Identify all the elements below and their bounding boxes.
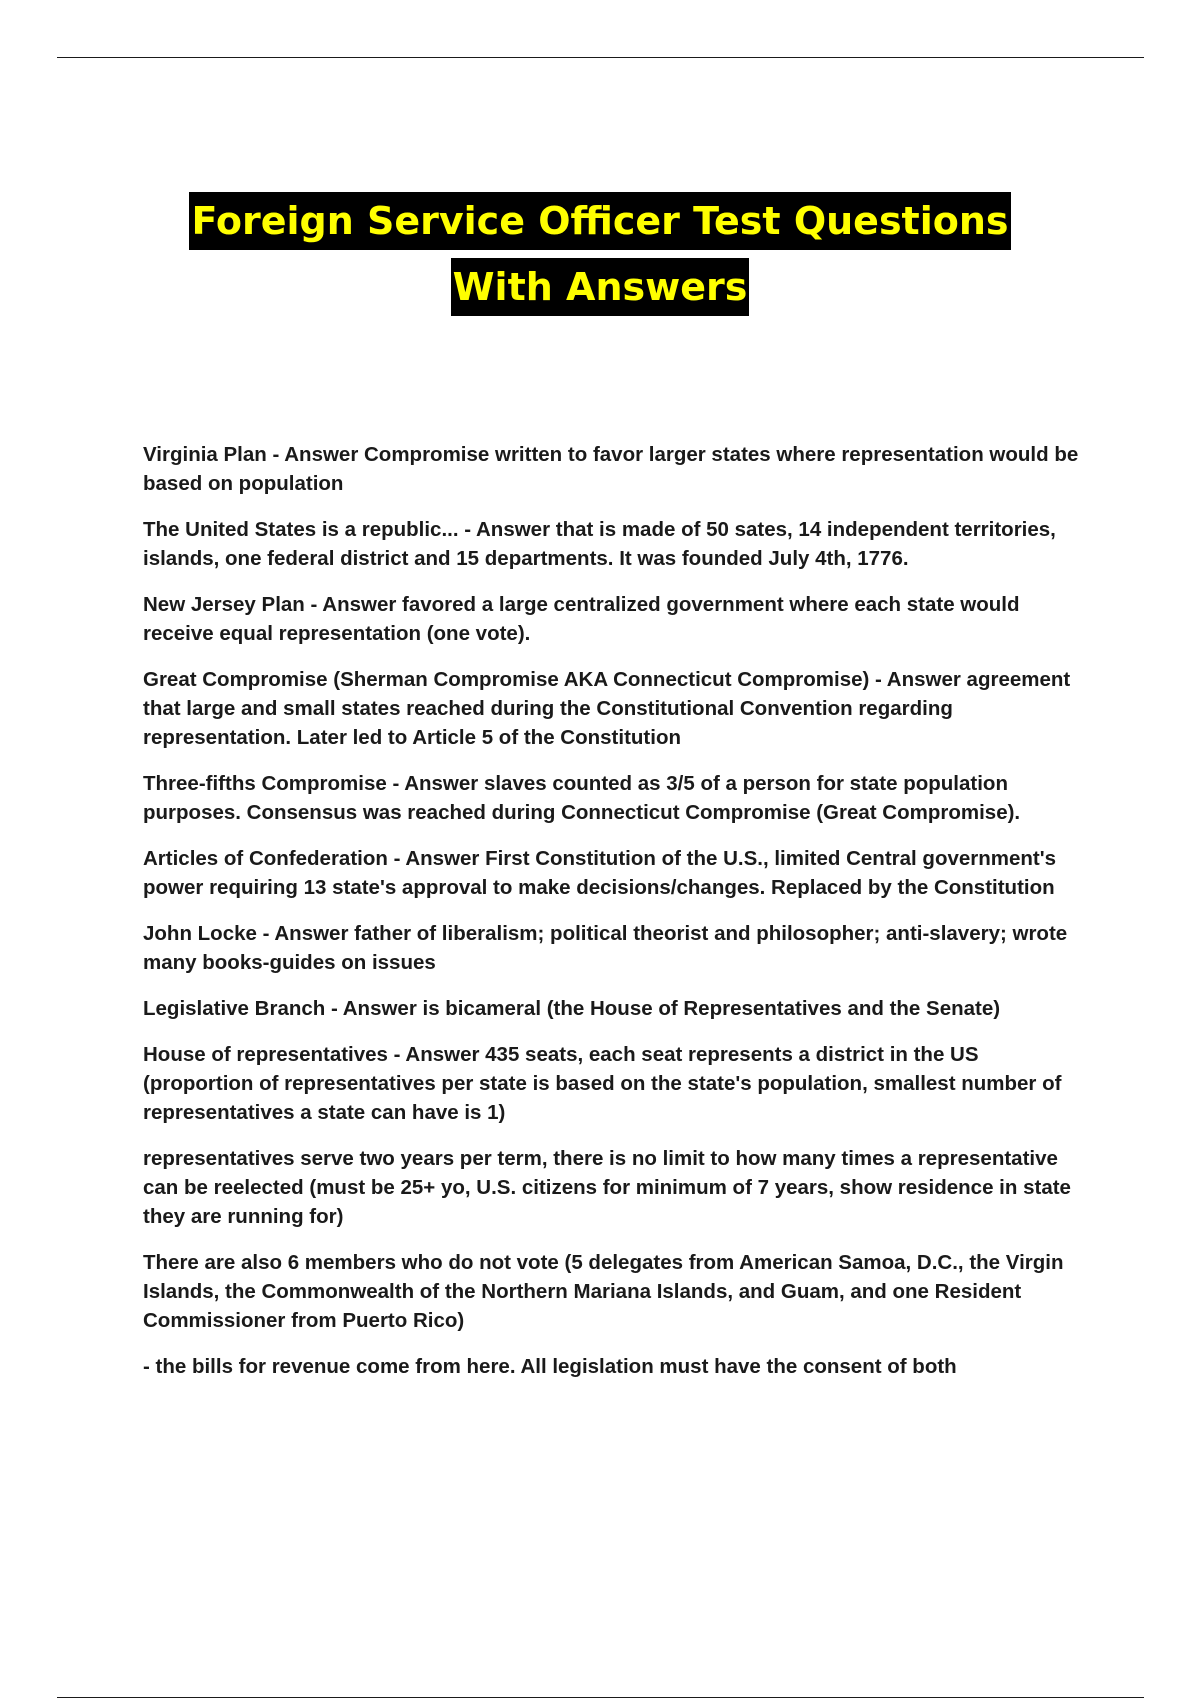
qa-entry-representatives-terms: representatives serve two years per term, there is no limit to how many times a representative can be reelected (must be 25+ yo, U.S. citizens for minimum of 7 years, show residence in state they are running for) — [143, 1147, 1071, 1228]
qa-entry-legislative-branch: Legislative Branch - Answer is bicameral (the House of Representatives and the Senate) — [143, 997, 1001, 1020]
qa-list — [143, 440, 1093, 1398]
qa-entry-great-compromise: Great Compromise (Sherman Compromise AKA Connecticut Compromise) - Answer agreement that large and small states reached during the Constitutional Convention regarding representation. Later led to Article 5 of the Constitution — [143, 668, 1071, 749]
bottom-rule — [57, 1697, 1144, 1698]
qa-entry-house-of-representatives: House of representatives - Answer 435 seats, each seat represents a district in the US (proportion of representatives per state is based on the state's population, smallest number of representatives a state can have is 1) — [143, 1043, 1062, 1124]
top-rule — [57, 57, 1144, 58]
qa-entry-non-voting-members: There are also 6 members who do not vote (5 delegates from American Samoa, D.C., the Virgin Islands, the Commonwealth of the Northern Mariana Islands, and Guam, and one Resident Commissioner from Puerto Rico) — [143, 1251, 1064, 1332]
qa-entry-new-jersey-plan: New Jersey Plan - Answer favored a large centralized government where each state would receive equal representation (one vote). — [143, 593, 1020, 645]
title-line-2: With Answers — [451, 258, 750, 316]
qa-entry-articles-of-confederation: Articles of Confederation - Answer First Constitution of the U.S., limited Central government's power requiring 13 state's approval to make decisions/changes. Replaced by the Constitution — [143, 847, 1057, 899]
qa-entry-three-fifths-compromise: Three-fifths Compromise - Answer slaves counted as 3/5 of a person for state population purposes. Consensus was reached during Connecticut Compromise (Great Compromise). — [143, 772, 1021, 824]
qa-entry-virginia-plan: Virginia Plan - Answer Compromise written to favor larger states where representation would be based on population — [143, 443, 1079, 495]
qa-entry-united-states-republic: The United States is a republic... - Answer that is made of 50 sates, 14 independent territories, islands, one federal district and 15 departments. It was founded July 4th, 1776. — [143, 518, 1056, 570]
qa-entry-john-locke: John Locke - Answer father of liberalism; political theorist and philosopher; anti-slavery; wrote many books-guides on issues — [143, 922, 1068, 974]
qa-entry-revenue-bills: - the bills for revenue come from here. All legislation must have the consent of both — [143, 1355, 957, 1378]
document-title — [0, 192, 1200, 316]
title-line-1: Foreign Service Officer Test Questions — [189, 192, 1010, 250]
